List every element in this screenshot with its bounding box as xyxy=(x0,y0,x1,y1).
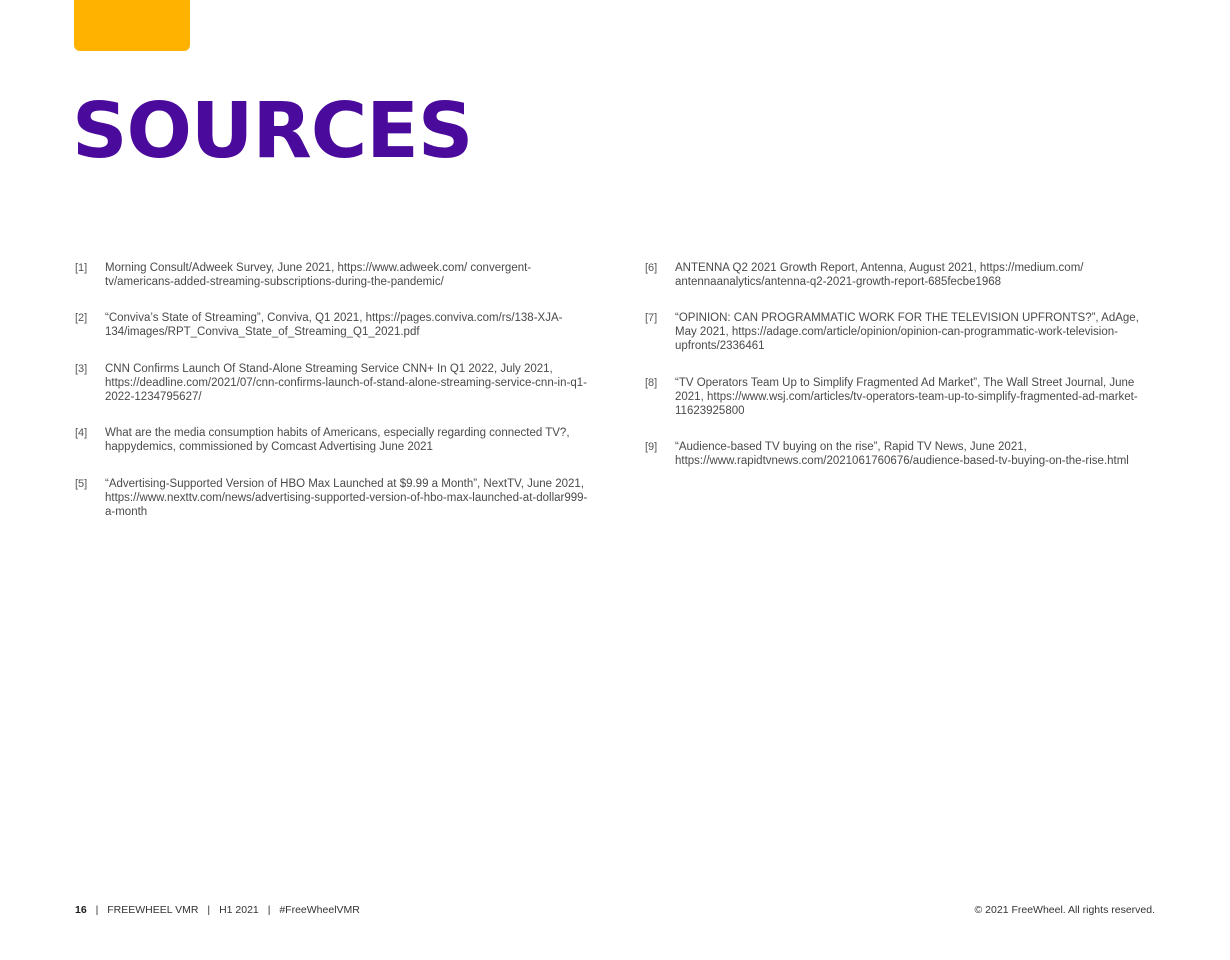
reference-text: What are the media consumption habits of Americans, especially regarding connected TV?, happydemics, commissioned by Comcast Advertising June 2021 xyxy=(105,427,570,453)
reference-text: “TV Operators Team Up to Simplify Fragmented Ad Market”, The Wall Street Journal, June 2021, https://www.wsj.com/articles/tv-operators-team-up-to-simplify-fragmented-ad-market-11623925800 xyxy=(675,377,1138,417)
reference-number: [8] xyxy=(645,377,658,389)
reference-number: [7] xyxy=(645,312,658,324)
footer-hashtag: #FreeWheelVMR xyxy=(279,904,360,916)
footer-separator: | xyxy=(95,904,99,916)
reference-number: [9] xyxy=(645,441,658,453)
reference-item xyxy=(645,261,1160,289)
reference-text: Morning Consult/Adweek Survey, June 2021, https://www.adweek.com/ convergent-tv/americans-added-streaming-subscriptions-during-the-pandemic/ xyxy=(105,262,532,288)
reference-item xyxy=(645,376,1160,418)
footer-separator: | xyxy=(267,904,271,916)
reference-number: [1] xyxy=(75,262,88,274)
page-title: SOURCES xyxy=(72,87,473,176)
reference-number: [5] xyxy=(75,478,88,490)
reference-text: “Audience-based TV buying on the rise”, Rapid TV News, June 2021, https://www.rapidtvnews.com/2021061760676/audience-based-tv-buying-on-the-rise.html xyxy=(675,441,1129,467)
reference-text: “OPINION: CAN PROGRAMMATIC WORK FOR THE TELEVISION UPFRONTS?”, AdAge, May 2021, https://adage.com/article/opinion/opinion-can-programmatic-work-television-upfronts/2336461 xyxy=(675,312,1139,352)
reference-number: [4] xyxy=(75,427,88,439)
footer-period: H1 2021 xyxy=(219,904,259,916)
reference-text: ANTENNA Q2 2021 Growth Report, Antenna, August 2021, https://medium.com/ antennaanalytics/antenna-q2-2021-growth-report-685fecbe1968 xyxy=(675,262,1084,288)
footer-copyright: © 2021 FreeWheel. All rights reserved. xyxy=(974,904,1155,916)
page-number: 16 xyxy=(75,904,87,916)
reference-item xyxy=(645,440,1160,468)
reference-item xyxy=(75,362,595,404)
accent-tab xyxy=(74,0,190,51)
reference-item xyxy=(75,426,595,454)
reference-text: CNN Confirms Launch Of Stand-Alone Streaming Service CNN+ In Q1 2022, July 2021, https://deadline.com/2021/07/cnn-confirms-launch-of-stand-alone-streaming-service-cnn-in-q1-2022-1234795627/ xyxy=(105,363,587,403)
reference-item xyxy=(75,477,595,519)
reference-item xyxy=(75,311,595,339)
references-left-column xyxy=(75,261,595,519)
footer-separator: | xyxy=(207,904,211,916)
references-right-column xyxy=(645,261,1160,468)
footer-left xyxy=(75,904,360,916)
reference-item xyxy=(645,311,1160,353)
reference-number: [6] xyxy=(645,262,658,274)
reference-text: “Advertising-Supported Version of HBO Max Launched at $9.99 a Month”, NextTV, June 2021, https://www.nexttv.com/news/advertising-supported-version-of-hbo-max-launched-at-dollar999-a-month xyxy=(105,478,588,518)
reference-number: [2] xyxy=(75,312,88,324)
reference-item xyxy=(75,261,595,289)
reference-number: [3] xyxy=(75,363,88,375)
reference-text: “Conviva’s State of Streaming”, Conviva, Q1 2021, https://pages.conviva.com/rs/138-XJA-134/images/RPT_Conviva_State_of_Streaming_Q1_2021.pdf xyxy=(105,312,563,338)
footer-publication: FREEWHEEL VMR xyxy=(107,904,199,916)
